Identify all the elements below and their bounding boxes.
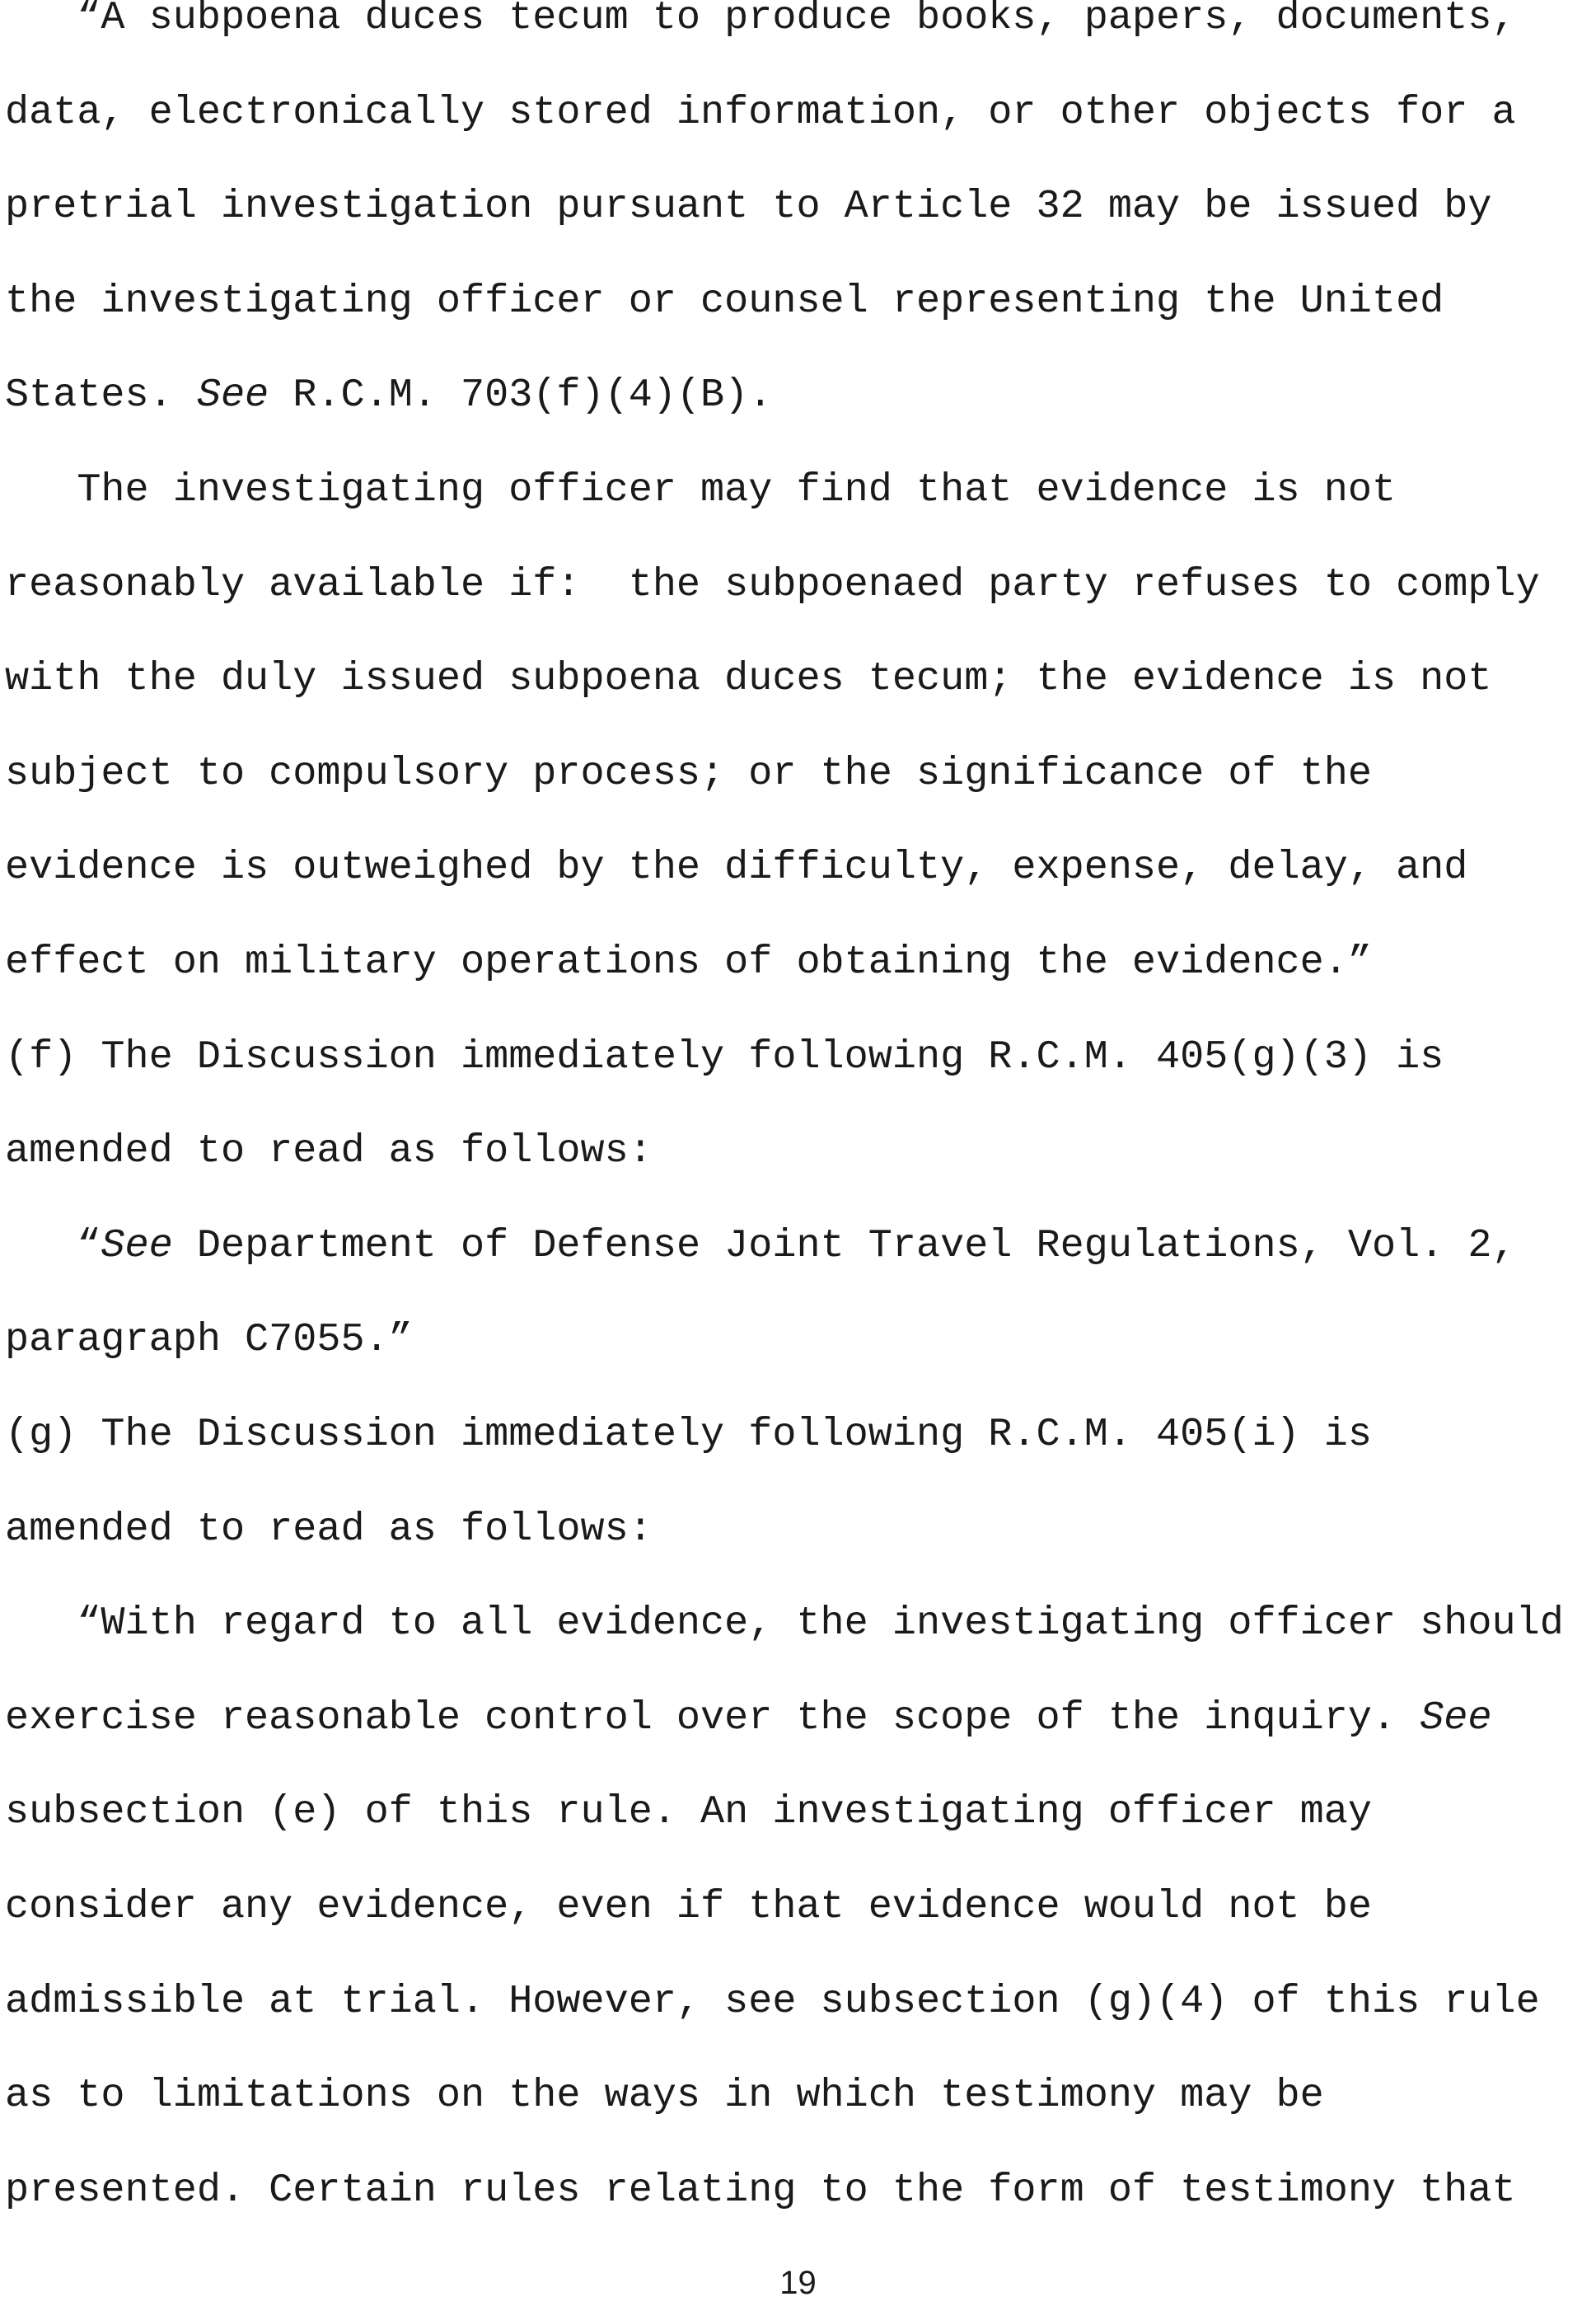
text-line: [5, 80, 1516, 146]
text-line: [5, 363, 772, 429]
text-segment: as to limitations on the ways in which testimony may be: [5, 2073, 1324, 2119]
text-line: [5, 1402, 1372, 1468]
page-number: 19: [779, 2265, 817, 2301]
text-line: [5, 1591, 1564, 1657]
text-segment: exercise reasonable control over the scope of the inquiry.: [5, 1694, 1420, 1741]
text-line: [5, 1024, 1444, 1090]
italic-text-segment: See: [1420, 1694, 1492, 1741]
text-line: [5, 1307, 413, 1373]
text-segment: subject to compulsory process; or the significance of the: [5, 750, 1372, 796]
text-segment: “A subpoena duces tecum to produce books, papers, documents,: [5, 0, 1516, 40]
text-segment: pretrial investigation pursuant to Article 32 may be issued by: [5, 184, 1492, 230]
text-line: [5, 1685, 1492, 1751]
text-segment: “: [5, 1222, 101, 1268]
text-line: [5, 1118, 653, 1184]
text-line: [5, 552, 1540, 618]
text-segment: paragraph C7055.”: [5, 1317, 413, 1363]
text-line: [5, 269, 1444, 335]
text-segment: data, electronically stored information, or other objects for a: [5, 89, 1516, 135]
text-segment: States.: [5, 373, 197, 419]
text-line: [5, 1497, 653, 1563]
text-segment: reasonably available if: the subpoenaed party refuses to comply: [5, 561, 1540, 607]
text-segment: R.C.M. 703(f)(4)(B).: [269, 373, 773, 419]
text-segment: presented. Certain rules relating to the form of testimony that: [5, 2167, 1516, 2213]
text-line: [5, 1874, 1372, 1940]
text-segment: the investigating officer or counsel representing the United: [5, 278, 1444, 324]
text-segment: amended to read as follows:: [5, 1506, 653, 1552]
text-segment: consider any evidence, even if that evidence would not be: [5, 1884, 1372, 1929]
text-line: [5, 0, 1516, 51]
text-line: [5, 930, 1372, 996]
text-segment: (f) The Discussion immediately following R.C.M. 405(g)(3) is: [5, 1033, 1444, 1080]
text-line: [5, 457, 1396, 523]
text-segment: The investigating officer may find that evidence is not: [5, 467, 1397, 513]
text-segment: effect on military operations of obtaining the evidence.”: [5, 940, 1372, 985]
text-segment: amended to read as follows:: [5, 1128, 653, 1174]
text-segment: “With regard to all evidence, the investigating officer should: [5, 1601, 1564, 1647]
text-segment: with the duly issued subpoena duces tecum; the evidence is not: [5, 656, 1492, 702]
text-line: [5, 1779, 1372, 1845]
text-line: [5, 2063, 1324, 2129]
text-line: [5, 2158, 1516, 2224]
text-line: [5, 741, 1372, 807]
text-segment: subsection (e) of this rule. An investigating officer may: [5, 1789, 1372, 1835]
text-line: [5, 174, 1492, 240]
text-line: [5, 1969, 1540, 2035]
text-line: [5, 1213, 1516, 1279]
text-line: [5, 646, 1492, 712]
text-segment: (g) The Discussion immediately following R.C.M. 405(i) is: [5, 1412, 1372, 1457]
italic-text-segment: See: [101, 1222, 173, 1268]
italic-text-segment: See: [196, 373, 269, 419]
text-segment: admissible at trial. However, see subsection (g)(4) of this rule: [5, 1978, 1540, 2024]
text-segment: evidence is outweighed by the difficulty, expense, delay, and: [5, 845, 1468, 891]
text-segment: Department of Defense Joint Travel Regulations, Vol. 2,: [172, 1222, 1516, 1268]
text-line: [5, 835, 1467, 901]
